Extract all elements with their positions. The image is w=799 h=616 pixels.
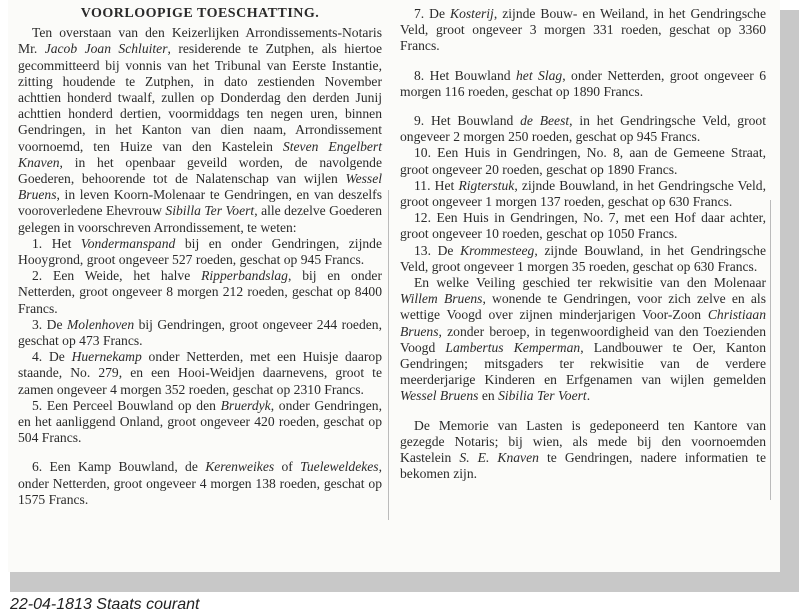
text-segment: 11. Het — [414, 177, 459, 193]
text-segment: , residerende te Zutphen, als hiertoe gecommitteerd bij vonnis van het Tribunal van Eerste Instantie, zitting houdende te Zutphen, in dato zestienden November achttien honderd twaalf, zullen op Donderdag den derden Junij achttien honderd dertien, voormiddags ten negen uren, binnen Gendringen, in het Kanton van dien naam, Arrondissement voornoemd, ten Huize van den Kastelein — [18, 41, 382, 154]
paragraph — [400, 145, 766, 177]
italic-name: Kosterij — [450, 6, 494, 21]
paragraph — [18, 25, 382, 236]
text-segment: 6. Een Kamp Bouwland, de — [32, 459, 206, 475]
italic-name: Tueleweldekes — [300, 459, 379, 475]
text-segment: 9. Het Bouwland — [414, 113, 521, 129]
italic-name: Wessel Bruens — [400, 388, 479, 404]
italic-name: Huernekamp — [71, 349, 142, 365]
text-segment: 1. Het — [32, 235, 81, 251]
italic-name: Rigterstuk — [458, 177, 515, 193]
text-segment: , zonder beroep, in tegenwoordigheid van den Toezienden Voogd — [400, 323, 766, 355]
paragraph — [400, 210, 766, 242]
text-segment: 2. Een Weide, het halve — [32, 268, 202, 284]
paragraph — [400, 418, 766, 483]
text-segment: , in het Gendringsche Veld, groot ongeveer 2 morgen 250 roeden, geschat op 945 Francs. — [400, 113, 766, 145]
text-segment: bij en onder Gendringen, zijnde Hooygrond, groot ongeveer 527 roeden, geschat op 945 Francs. — [18, 235, 382, 268]
text-segment: 8. Het Bouwland — [414, 67, 516, 83]
text-segment: , zijnde Bouw- en Weiland, in het Gendringsche Veld, groot ongeveer 3 morgen 331 roeden, geschat op 3360 Francs. — [400, 6, 766, 54]
italic-name: Christiaan Bruens — [400, 307, 766, 339]
text-segment: , in leven Koorn-Molenaar te Gendringen, en van deszelfs vooroverledene Ehevrouw — [18, 187, 382, 219]
caption: 22-04-1813 Staats courant — [10, 596, 200, 613]
text-segment: , wonende te Gendringen, voor zich zelve en als wettige Voogd over zijnen minderjarigen Voor-Zoon — [400, 291, 767, 323]
italic-name: Sibilla Ter Voert — [165, 203, 255, 219]
paragraph — [400, 178, 766, 210]
paragraph — [400, 68, 766, 100]
paragraph — [400, 6, 766, 55]
italic-name: Kerenweikes — [205, 459, 275, 475]
right-column-body — [400, 6, 766, 482]
italic-name: het Slag — [516, 67, 563, 83]
text-segment: , zijnde Bouwland, in het Gendringsche Veld, groot ongeveer 1 morgen 35 roeden, geschat op 630 Francs. — [400, 242, 767, 274]
text-segment: . — [586, 388, 591, 404]
paragraph — [400, 275, 766, 405]
text-segment: 10. Een Huis in Gendringen, No. 8, aan de Gemeene Straat, groot ongeveer 20 roeden, geschat op 1890 Francs. — [400, 145, 766, 177]
text-segment: De Memorie van Lasten is gedeponeerd ten Kantore van gezegde Notaris; bij wien, als mede bij den voornoemden Kastelein — [400, 417, 766, 466]
text-segment: 7. De — [414, 6, 451, 21]
text-segment: , in het openbaar geveild worden, de navolgende Goederen, behoorende tot de Nalatenschap van wijlen — [18, 154, 382, 187]
paragraph — [400, 243, 766, 275]
text-segment: , onder Netterden, groot ongeveer 4 morgen 138 roeden, geschat op 1575 Francs. — [18, 459, 382, 507]
italic-name: Vondermanspand — [80, 235, 176, 251]
text-segment: onder Netterden, met een Huisje daarop staande, No. 279, en een Hooi-Weidjen daarnevens, groot te zamen ongeveer 4 morgen 352 roeden, geschat op 2310 Francs. — [18, 349, 382, 397]
text-segment: te Gendringen, nadere informatien te bekomen zijn. — [400, 450, 766, 482]
text-segment: of — [274, 459, 301, 475]
italic-name: Wessel Bruens — [18, 171, 382, 203]
italic-name: Lambertus Kemperman — [445, 339, 581, 355]
text-segment: Ten overstaan van den Keizerlijken Arrondissements-Notaris Mr. — [18, 25, 382, 57]
gray-frame-right — [780, 10, 799, 592]
paragraph — [18, 317, 382, 349]
right-column — [400, 6, 766, 482]
paragraph — [18, 236, 382, 268]
column-divider — [388, 190, 389, 520]
text-segment: 3. De — [32, 316, 67, 332]
article-title: VOORLOOPIGE TOESCHATTING. — [80, 6, 320, 21]
text-segment: , zijnde Bouwland, in het Gendringsche Veld, groot ongeveer 1 morgen 137 roeden, geschat op 630 Francs. — [400, 177, 766, 210]
text-segment: bij Gendringen, groot ongeveer 244 roeden, geschat op 473 Francs. — [18, 316, 382, 349]
paragraph — [18, 459, 382, 508]
italic-name: Ripperbandslag — [201, 268, 288, 284]
paragraph — [18, 268, 382, 317]
left-column — [18, 6, 382, 508]
text-segment: 13. De — [414, 242, 461, 258]
left-column-body — [18, 25, 382, 508]
paragraph — [400, 113, 766, 145]
paragraph — [18, 349, 382, 398]
italic-name: Krommesteeg — [460, 242, 535, 258]
italic-name: Willem Bruens — [400, 291, 483, 307]
text-segment: , bij en onder Netterden, groot ongeveer 8 morgen 212 roeden, geschat op 8400 Francs. — [18, 268, 382, 316]
italic-name: S. E. Knaven — [459, 450, 539, 466]
paragraph — [18, 398, 382, 447]
text-segment: En welke Veiling geschied ter rekwisitie van den Molenaar — [414, 275, 766, 291]
italic-name: Sibilia Ter Voert — [498, 388, 587, 404]
italic-name: de Beest — [520, 113, 570, 129]
gray-frame-bottom — [10, 572, 799, 592]
text-segment: 4. De — [32, 349, 72, 365]
text-segment: 5. Een Perceel Bouwland op den — [32, 397, 221, 413]
text-segment: , Landbouwer te Oer, Kanton Gendringen; mitsgaders ter rekwisitie van de verdere meerderjarige Kinderen en Erfgenamen van wijlen gemelden — [400, 339, 766, 388]
text-segment: 12. Een Huis in Gendringen, No. 7, met een Hof daar achter, groot ongeveer 10 roeden, geschat op 1050 Francs. — [400, 210, 766, 242]
clipping-edge-line — [770, 200, 771, 500]
text-segment: , onder Netterden, groot ongeveer 6 morgen 116 roeden, geschat op 1890 Francs. — [400, 67, 766, 99]
italic-name: Molenhoven — [66, 316, 135, 332]
italic-name: Bruerdyk — [220, 397, 271, 413]
text-segment: , alle dezelve Goederen gelegen in voorschreven Arrondissement, te weten: — [18, 203, 382, 235]
italic-name: Steven Engelbert Knaven — [18, 138, 382, 170]
text-segment: , onder Gendringen, en het aanliggend Onland, groot ongeveer 420 roeden, geschat op 504 Francs. — [18, 397, 382, 446]
text-segment: en — [478, 388, 499, 404]
italic-name: Jacob Joan Schluiter — [44, 41, 168, 57]
